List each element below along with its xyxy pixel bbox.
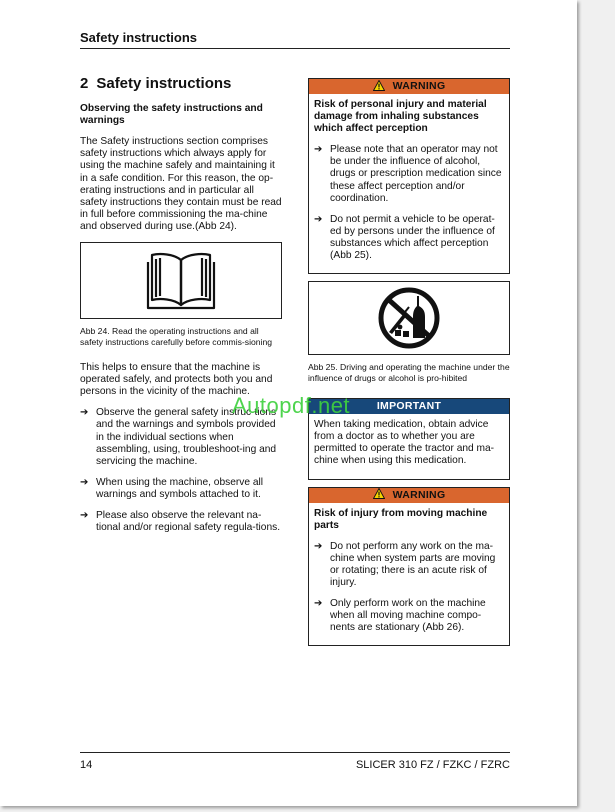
list-item: ➔ When using the machine, observe all warnings and symbols attached to it. xyxy=(80,476,264,500)
important-text: When taking medication, obtain advice from a doctor as to whether you are permitted to operate the tractor and ma-chine when using this medication. xyxy=(314,419,495,467)
list-item: ➔ Please note that an operator may not be under the influence of alcohol, drugs or prescription medication since these affect perception and/or coordination. xyxy=(314,144,502,204)
warning-header: WARNING xyxy=(309,79,509,94)
subheading: Observing the safety instructions and warnings xyxy=(80,103,263,127)
section-title xyxy=(80,75,282,92)
section-title-text: Safety instructions xyxy=(96,75,232,92)
right-column xyxy=(308,78,510,653)
arrow-icon: ➔ xyxy=(80,509,89,521)
list-item: ➔ Only perform work on the machine when all moving machine compo-nents are stationary (Abb 26). xyxy=(314,598,486,634)
header-rule xyxy=(80,48,510,49)
warning-lead: Risk of injury from moving machine parts xyxy=(314,507,488,531)
list-item: ➔ Do not permit a vehicle to be operat-ed by persons under the influence of substances which affect perception (Abb 25). xyxy=(314,213,495,262)
intro-paragraph: The Safety instructions section comprises safety instructions which always apply for using the machine safely and maintaining it in a safe condition. For this reason, the op-erating instructions and in particular all safety instructions they contain must be read in full before commissioning the ma-chine and observed during use.(Abb 24). xyxy=(80,136,282,232)
arrow-icon: ➔ xyxy=(80,476,89,488)
page-number: 14 xyxy=(80,759,93,771)
watermark: Autopdf.net xyxy=(232,393,351,418)
figure-24 xyxy=(80,242,282,319)
arrow-icon: ➔ xyxy=(314,598,323,610)
list-item: ➔ Do not perform any work on the ma-chine when system parts are moving or rotating; there is an acute risk of injury. xyxy=(314,540,496,588)
warning-triangle-icon xyxy=(373,488,385,499)
arrow-icon: ➔ xyxy=(80,407,89,419)
list-item: ➔ Observe the general safety instruc-tions and the warnings and symbols provided in the individual sections when assembling, using, troubleshoot-ing and servicing the machine. xyxy=(80,407,277,467)
running-header: Safety instructions xyxy=(80,30,198,45)
left-column xyxy=(80,75,282,543)
footer-rule xyxy=(80,752,510,753)
warning-box-2 xyxy=(308,487,510,647)
no-drugs-alcohol-icon xyxy=(375,286,443,350)
warning-2-list xyxy=(314,541,504,635)
figure-24-caption: Abb 24. Read the operating instructions and all safety instructions carefully before commis-sioning xyxy=(80,326,273,348)
warning-box-1 xyxy=(308,78,510,274)
book-icon xyxy=(146,250,216,312)
warning-1-list xyxy=(314,144,504,262)
figure-25 xyxy=(308,281,510,355)
arrow-icon: ➔ xyxy=(314,144,323,156)
warning-header: WARNING xyxy=(309,488,509,503)
arrow-icon: ➔ xyxy=(314,540,323,552)
list-item: ➔ Please also observe the relevant na-tional and/or regional safety regula-tions. xyxy=(80,509,281,534)
left-bullet-list xyxy=(80,407,282,534)
paragraph-2: This helps to ensure that the machine is operated safely, and protects both you and persons in the vicinity of the machine. xyxy=(80,362,273,398)
arrow-icon: ➔ xyxy=(314,213,323,225)
product-name: SLICER 310 FZ / FZKC / FZRC xyxy=(355,759,510,771)
section-number: 2 xyxy=(80,75,89,92)
warning-lead: Risk of personal injury and material damage from inhaling substances which affect perception xyxy=(314,99,487,135)
warning-triangle-icon xyxy=(373,80,385,91)
figure-25-caption: Abb 25. Driving and operating the machine under the influence of drugs or alcohol is pro-hibited xyxy=(308,362,510,384)
important-header: IMPORTANT xyxy=(309,399,509,414)
